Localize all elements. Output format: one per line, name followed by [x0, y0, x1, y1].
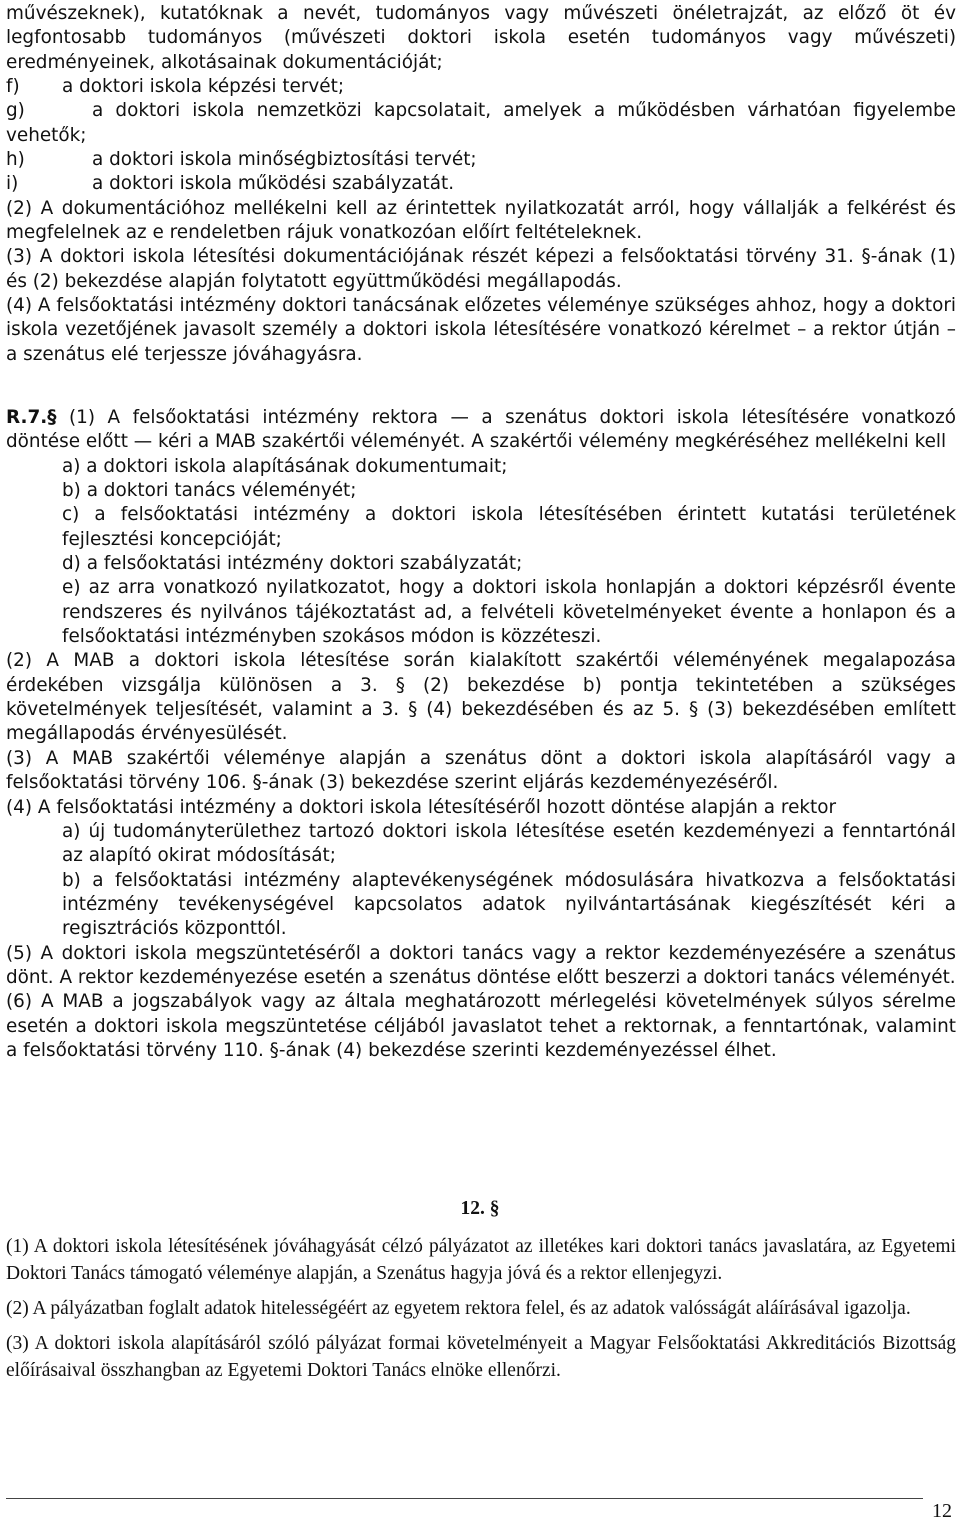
r7-paragraph-2: (2) A MAB a doktori iskola létesítése során kialakított szakértői véleményének megalapozása érdekében vizsgálja különösen a 3. § (2) bekezdése b) pontja tekintetében a szükséges követelmények teljesítését, valamint a 3. § (4) bekezdésében és az 5. § (3) bekezdésében említett megállapodás érvényesülését. — [6, 650, 956, 745]
list-item: d) a felsőoktatási intézmény doktori szabályzatát; — [62, 553, 523, 575]
r7-paragraph-4: (4) A felsőoktatási intézmény a doktori iskola létesítéséről hozott döntése alapján a rektor — [6, 796, 837, 818]
r7-p1-text: (1) A felsőoktatási intézmény rektora — a szenátus doktori iskola létesítésére vonatkozó döntése előtt — kéri a MAB szakértői véleményét. A szakértői vélemény megkéréséhez mellékelni kell — [6, 407, 956, 453]
list-item: a) új tudományterülethez tartozó doktori iskola létesítése esetén kezdeményezi a fenntartónál az alapító okirat módosítását; — [62, 820, 956, 867]
r7-paragraph-1 — [6, 406, 956, 455]
item-text: a doktori iskola működési szabályzatát. — [92, 173, 455, 195]
paragraph-4: (4) A felsőoktatási intézmény doktori tanácsának előzetes véleménye szükséges ahhoz, hogy a doktori iskola vezetőjének javasolt személy a doktori iskola létesítésére vonatkozó kérelmet – a rektor útján – a szenátus elé terjessze jóváhagyásra. — [6, 295, 956, 365]
section-12-heading: 12. § — [460, 1198, 500, 1219]
list-item: b) a felsőoktatási intézmény alaptevékenységének módosulására hivatkozva a felsőoktatási intézmény tevékenységével kapcsolatos adatok nyilvántartásának kiegészítését kéri a regisztrációs központtól. — [62, 869, 956, 940]
item-label: h) — [6, 149, 25, 171]
section-sign: § — [47, 407, 57, 428]
list-item: b) a doktori tanács véleményét; — [62, 480, 357, 502]
paragraph-2: (2) A dokumentációhoz mellékelni kell az érintettek nyilatkozatát arról, hogy vállalják a felkérést és megfelelnek az e rendeletben rájuk vonatkozóan előírt feltételeknek. — [6, 197, 956, 244]
item-text: a doktori iskola nemzetközi kapcsolatait, amelyek a működésben várhatóan figyelembe vehetők; — [6, 100, 956, 146]
page-number: 12 — [932, 1500, 952, 1522]
section-top — [6, 2, 956, 367]
section-r7 — [6, 406, 956, 1063]
list-item: c) a felsőoktatási intézmény a doktori iskola létesítésében érintett kutatási területének fejlesztési koncepcióját; — [62, 504, 956, 550]
list-item — [6, 75, 956, 99]
list-item: e) az arra vonatkozó nyilatkozatot, hogy a doktori iskola honlapján a doktori képzésről évente rendszeres és nyilvános tájékoztatást ad, a felvételi követelményeket évente a honlapon és a felsőoktatási intézményben szokásos módon is közzéteszi. — [62, 577, 956, 648]
s12-paragraph-3: (3) A doktori iskola alapításáról szóló pályázat formai követelményeit a Magyar Felsőoktatási Akkreditációs Bizottság előírásaival összhangban az Egyetemi Doktori Tanács elnöke ellenőrzi. — [6, 1333, 956, 1381]
item-text: a doktori iskola minőségbiztosítási tervét; — [92, 149, 477, 171]
item-label: i) — [6, 173, 19, 195]
r7-heading: R.7. — [6, 407, 48, 428]
s12-paragraph-1: (1) A doktori iskola létesítésének jóváhagyását célzó pályázatot az illetékes kari doktori tanács javaslatára, az Egyetemi Doktori Tanács támogató véleménye alapján, a Szenátus hagyja jóvá és a rektor ellenjegyzi. — [6, 1236, 956, 1284]
list-item: a) a doktori iskola alapításának dokumentumait; — [62, 455, 508, 477]
item-label: g) — [6, 100, 25, 122]
intro-paragraph: művészeknek), kutatóknak a nevét, tudományos vagy művészeti önéletrajzát, az előző öt év legfontosabb tudományos (művészeti doktori iskola esetén tudományos vagy művészeti) eredményeinek, alkotásainak dokumentációját; — [6, 3, 956, 73]
r7-paragraph-5: (5) A doktori iskola megszüntetéséről a doktori tanács vagy a rektor kezdeményezésére a szenátus dönt. A rektor kezdeményezése esetén a szenátus döntése előtt beszerzi a doktori tanács véleményét. — [6, 942, 956, 988]
list-item — [6, 148, 956, 172]
s12-paragraph-2: (2) A pályázatban foglalt adatok hitelességéért az egyetem rektora felel, és az adatok valósságát aláírásával igazolja. — [6, 1298, 911, 1319]
paragraph-3: (3) A doktori iskola létesítési dokumentációjának részét képezi a felsőoktatási törvény 31. §-ának (1) és (2) bekezdése alapján folytatott együttműködési megállapodás. — [6, 246, 956, 292]
list-item — [6, 172, 956, 196]
item-text: a doktori iskola képzési tervét; — [62, 76, 345, 98]
list-item — [6, 99, 956, 148]
r7-paragraph-6: (6) A MAB a jogszabályok vagy az általa meghatározott mérlegelési követelmények súlyos sérelme esetén a doktori iskola megszüntetése céljából javaslatot tehet a rektornak, a fenntartónak, valamint a felsőoktatási törvény 110. §-ának (4) bekezdése szerinti kezdeményezéssel élhet. — [6, 991, 956, 1061]
footer-rule — [6, 1498, 923, 1499]
item-label: f) — [6, 76, 20, 98]
r7-paragraph-3: (3) A MAB szakértői véleménye alapján a szenátus dönt a doktori iskola alapításáról vagy a felsőoktatási törvény 106. §-ának (3) bekezdése szerint eljárás kezdeményezéséről. — [6, 747, 956, 794]
section-12 — [6, 1233, 956, 1384]
